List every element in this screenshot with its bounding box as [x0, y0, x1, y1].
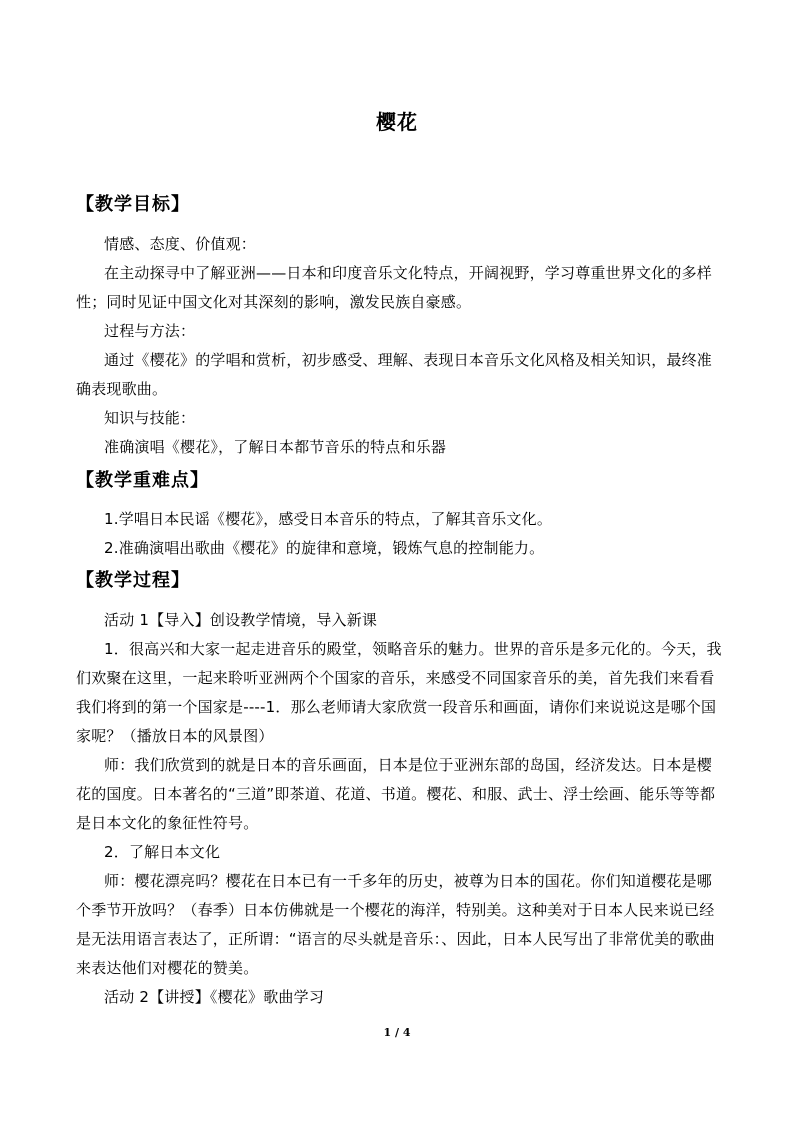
- goal-skill-label: 知识与技能：: [104, 409, 196, 427]
- process-paragraph: 师：樱花漂亮吗？樱花在日本已有一千多年的历史，被尊为日本的国花。你们知道樱花是哪个季节开放吗？（春季）日本仿佛就是一个樱花的海洋，特别美。这种美对于日本人民来说已经是无法用语言表达了，正所谓：“语言的尽头就是音乐：、因此，日本人民写出了非常优美的歌曲来表达他们对樱花的赞美。: [76, 872, 715, 977]
- section-heading-key-points: 【教学重难点】: [76, 470, 209, 491]
- goal-emotion-label: 情感、态度、价值观：: [104, 235, 257, 253]
- goal-emotion-text: 在主动探寻中了解亚洲——日本和印度音乐文化特点，开阔视野，学习尊重世界文化的多样性；同时见证中国文化对其深刻的影响，激发民族自豪感。: [76, 264, 713, 311]
- goal-skill-text: 准确演唱《樱花》，了解日本都节音乐的特点和乐器: [104, 438, 447, 456]
- section-heading-goals: 【教学目标】: [76, 194, 190, 215]
- process-subheading: 2．了解日本文化: [104, 843, 221, 861]
- activity-1-heading: 活动 1【导入】创设教学情境，导入新课: [104, 611, 378, 629]
- document-title: 樱花: [376, 110, 418, 134]
- section-heading-process: 【教学过程】: [76, 570, 190, 591]
- page-indicator: 1 / 4: [383, 1026, 411, 1039]
- key-point-item: 1.学唱日本民谣《樱花》，感受日本音乐的特点，了解其音乐文化。: [104, 510, 553, 528]
- goal-method-label: 过程与方法：: [104, 322, 196, 340]
- goal-method-text: 通过《樱花》的学唱和赏析，初步感受、理解、表现日本音乐文化风格及相关知识，最终准确表现歌曲。: [76, 351, 713, 398]
- process-paragraph: 师：我们欣赏到的就是日本的音乐画面，日本是位于亚洲东部的岛国，经济发达。日本是樱花的国度。日本著名的“三道”即茶道、花道、书道。樱花、和服、武士、浮士绘画、能乐等等都是日本文化的象征性符号。: [76, 756, 716, 832]
- process-paragraph: 1．很高兴和大家一起走进音乐的殿堂，领略音乐的魅力。世界的音乐是多元化的。今天，我们欢聚在这里，一起来聆听亚洲两个个国家的音乐，来感受不同国家音乐的美，首先我们来看看我们将到的第一个国家是----1．那么老师请大家欣赏一段音乐和画面，请你们来说说这是哪个国家呢？（播放日本的风景图）: [76, 640, 722, 745]
- activity-2-heading: 活动 2【讲授】《樱花》歌曲学习: [104, 988, 325, 1006]
- key-point-item: 2.准确演唱出歌曲《樱花》的旋律和意境，锻炼气息的控制能力。: [104, 539, 545, 557]
